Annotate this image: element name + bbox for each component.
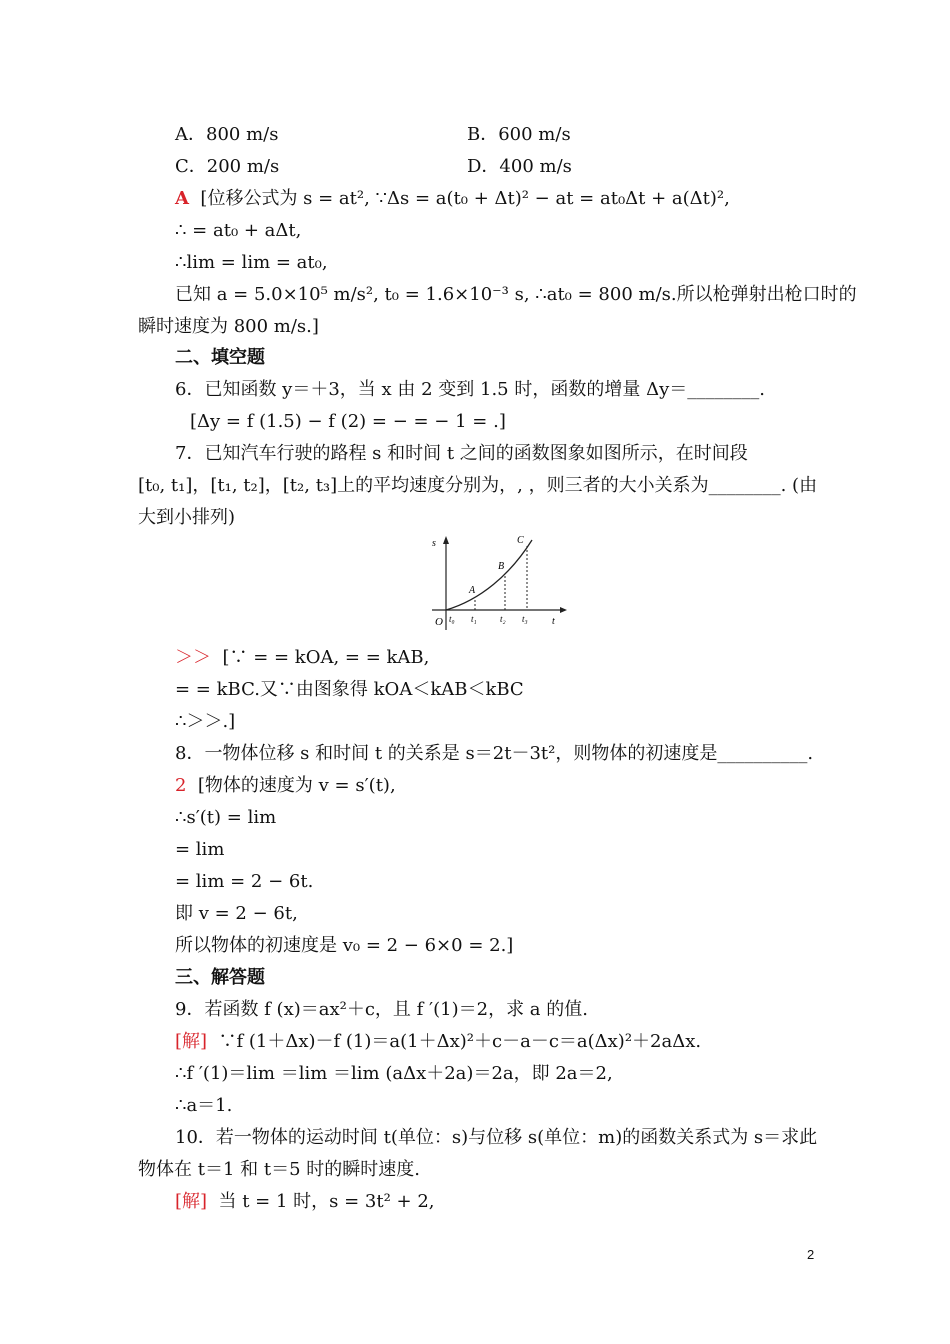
q8-stem: 8．一物体位移 s 和时间 t 的关系是 s＝2t－3t²，则物体的初速度是__________. [175,743,814,764]
q7-solution-line1 [175,646,429,670]
s-axis-arrow [443,536,449,544]
option-a: A．800 m/s [175,124,279,145]
tick-t0: t₀ [449,614,455,624]
q10-stem-line2: 物体在 t＝1 和 t＝5 时的瞬时速度. [138,1159,420,1180]
distance-time-graph [420,530,570,635]
q7-sol1: [∵ = = kOA, = = kAB, [222,647,430,668]
q5-solution-line3: ∴lim = lim = at₀, [175,252,328,273]
q5-solution-line4: 已知 a = 5.0×10⁵ m/s², t₀ = 1.6×10⁻³ s, ∴at₀ = 800 m/s.所以枪弹射出枪口时的 [175,284,857,305]
tick-t1: t₁ [471,614,477,624]
q10-stem-line1: 10．若一物体的运动时间 t(单位：s)与位移 s(单位：m)的函数关系式为 s＝求此 [175,1127,818,1148]
distance-curve [446,540,532,610]
graph-ylabel: s [432,538,436,549]
q10-tag: [解] [175,1191,208,1212]
q8-solution-line5: 即 v = 2 − 6t, [175,903,298,924]
q8-solution-line2: ∴s′(t) = lim [175,807,277,828]
q7-stem-line1: 7．已知汽车行驶的路程 s 和时间 t 之间的函数图象如图所示，在时间段 [175,443,748,464]
q6-solution: [Δy = f (1.5) − f (2) = − = − 1 = .] [190,411,506,432]
q8-sol1: [物体的速度为 v = s′(t), [197,775,396,796]
q9-tag: [解] [175,1031,208,1052]
graph-xlabel: t [552,616,555,627]
point-c-label: C [517,535,524,546]
q5-text1: [位移公式为 s = at², ∵Δs = a(t₀ + Δt)² − at = at₀Δt + a(Δt)², [200,188,730,209]
point-a-label: A [469,585,476,596]
option-b: B．600 m/s [467,124,571,145]
q8-solution-line3: = lim [175,839,225,860]
q7-answer: ＞＞ [175,647,211,668]
t-axis-arrow [560,607,567,613]
section-answers: 三、解答题 [175,967,265,988]
q9-solution-line3: ∴a＝1. [175,1095,233,1116]
option-d: D．400 m/s [467,156,572,177]
q9-solution-line2: ∴f ′(1)＝lim ＝lim ＝lim (aΔx＋2a)＝2a，即 2a＝2, [175,1063,613,1084]
section-fill-in: 二、填空题 [175,347,265,368]
point-b-label: B [498,561,505,572]
q7-stem-line2: [t₀, t₁]，[t₁, t₂]，[t₂, t₃]上的平均速度分别为，, ，则三者的大小关系为________. (由 [138,475,818,496]
q8-answer: 2 [175,775,187,796]
q5-answer: A [175,188,189,209]
q5-solution-line1 [175,187,730,211]
q5-solution-line2: ∴ = at₀ + aΔt, [175,220,302,241]
q7-solution-line3: ∴＞＞.] [175,711,236,732]
graph-origin: O [435,616,443,628]
q5-solution-line5: 瞬时速度为 800 m/s.] [138,316,319,337]
q9-stem: 9．若函数 f (x)＝ax²＋c，且 f ′(1)＝2，求 a 的值. [175,999,588,1020]
q8-solution-line1 [175,774,396,798]
q9-sol1: ∵f (1＋Δx)－f (1)＝a(1＋Δx)²＋c－a－c＝a(Δx)²＋2aΔx. [218,1031,702,1052]
q10-sol1: 当 t = 1 时，s = 3t² + 2, [218,1191,435,1212]
q7-stem-line3: 大到小排列) [138,507,236,528]
q10-solution-line1 [175,1190,435,1214]
tick-t3: t₃ [522,614,528,624]
tick-t2: t₂ [500,614,506,624]
q7-solution-line2: = = kBC.又∵由图象得 kOA＜kAB＜kBC [175,679,524,700]
q8-solution-line6: 所以物体的初速度是 v₀ = 2 − 6×0 = 2.] [175,935,514,956]
q9-solution-line1 [175,1030,701,1054]
q8-solution-line4: = lim = 2 − 6t. [175,871,314,892]
option-c: C．200 m/s [175,156,280,177]
q6-stem: 6．已知函数 y＝＋3，当 x 由 2 变到 1.5 时，函数的增量 Δy＝________. [175,379,765,400]
page-number: 2 [807,1247,815,1262]
